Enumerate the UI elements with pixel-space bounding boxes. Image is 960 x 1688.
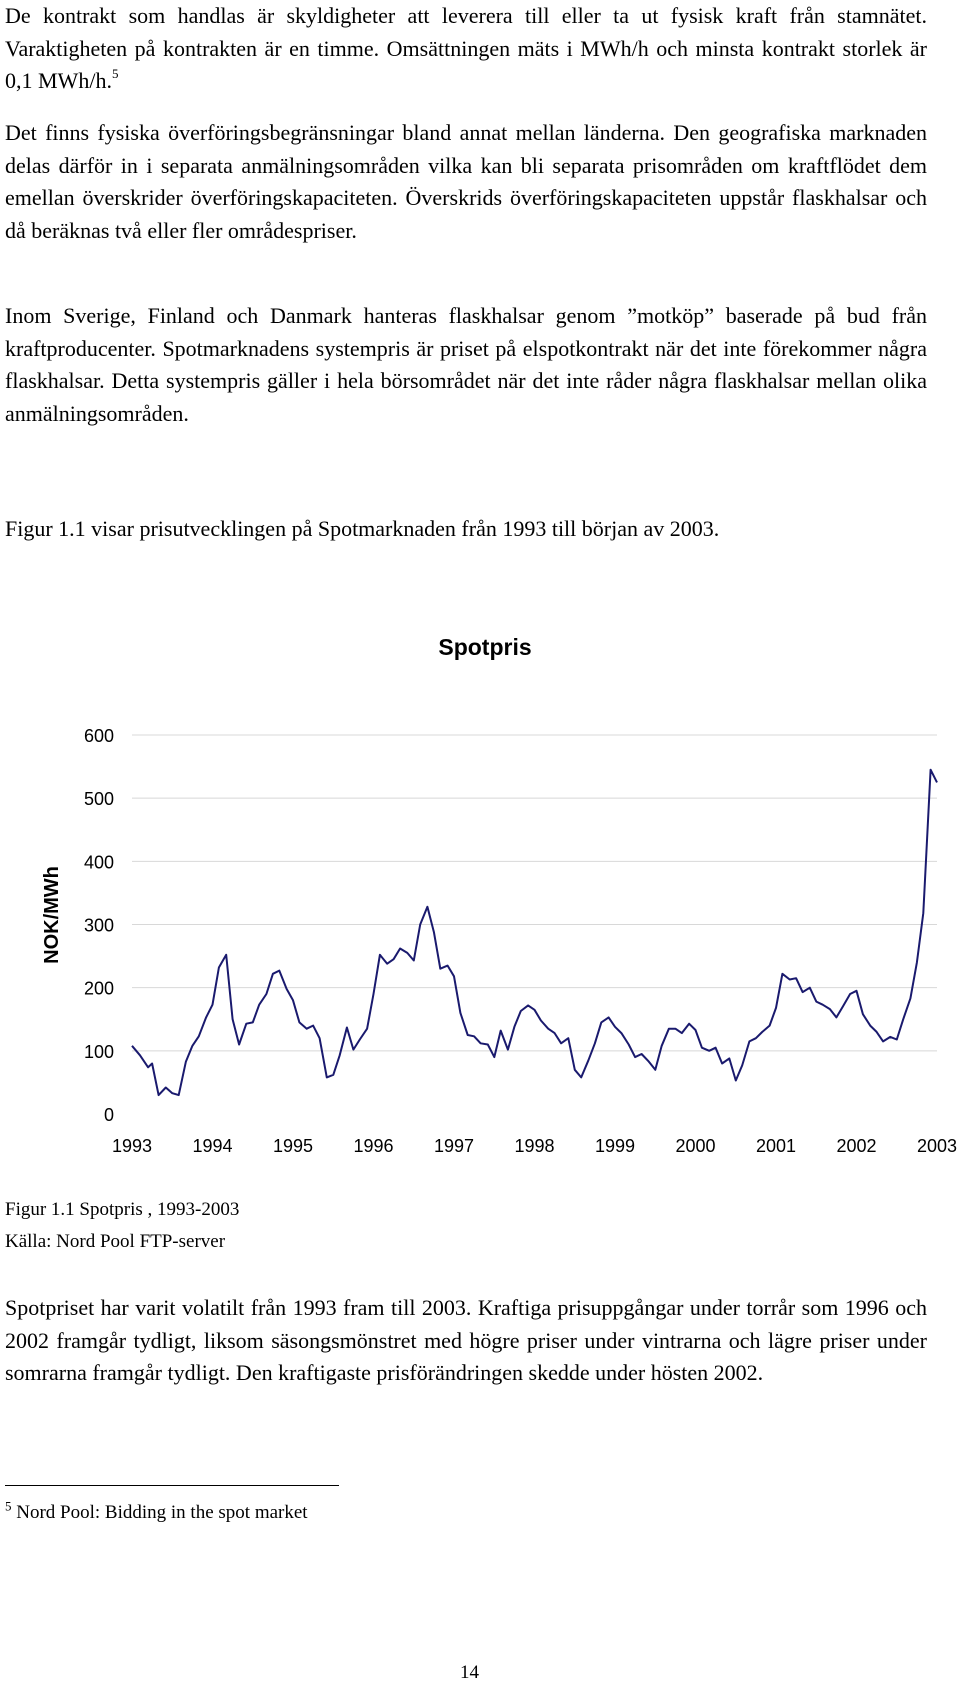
chart-y-tick-label: 0	[103, 1105, 114, 1125]
chart-gridlines	[132, 735, 937, 1051]
footnote-divider	[5, 1485, 339, 1486]
chart-x-tick-label: 1999	[594, 1136, 636, 1156]
chart-y-tick-labels	[84, 726, 114, 1125]
figure-source: Källa: Nord Pool FTP-server	[5, 1231, 226, 1252]
chart-x-tick-label: 2001	[755, 1136, 797, 1156]
figure-caption: Figur 1.1 Spotpris , 1993-2003	[5, 1199, 240, 1220]
footnote-mark: 5	[5, 1498, 12, 1514]
chart-y-tick-label: 100	[83, 1041, 114, 1062]
chart-y-tick-label: 500	[83, 789, 114, 810]
paragraph-text: De kontrakt som handlas är skyldigheter att leverera till eller ta ut fysisk kraft från stamnätet. Varaktigheten på kontrakten är en timme. Omsättningen mäts i MWh/h och minsta kontrakt storlek är 0,1 MWh/h.	[5, 3, 927, 93]
paragraph-volatility: Spotpriset har varit volatilt från 1993 fram till 2003. Kraftiga prisuppgångar under torrår som 1996 och 2002 framgår tydligt, liksom säsongsmönstret med högre priser under vintrarna och lägre priser under somrarna framgår tydligt. Den kraftigaste prisförändringen skedde under hösten 2002.	[5, 1295, 927, 1385]
chart-y-tick-label: 300	[83, 915, 114, 936]
paragraph-bottlenecks: Inom Sverige, Finland och Danmark hanteras flaskhalsar genom ”motköp” baserade på bud från kraftproducenter. Spotmarknadens systempris är priset på elspotkontrakt när det inte förekommer några flaskhalsar. Detta systempris gäller i hela börsområdet när det inte råder några flaskhalsar mellan olika anmälningsområden.	[5, 303, 927, 426]
footnote-reference: 5	[111, 65, 119, 81]
spotpris-chart	[5, 620, 958, 1156]
paragraph-contract-description	[5, 0, 927, 98]
chart-x-tick-label: 1993	[111, 1136, 153, 1156]
paragraph-transfer-limits: Det finns fysiska överföringsbegränsningar bland annat mellan länderna. Den geografiska marknaden delas därför in i separata anmälningsområden vilka kan bli separata prisområden om kraftflödet dem emellan överskrider överföringskapaciteten. Överskrids överföringskapaciteten uppstår flaskhalsar och då beräknas två eller fler områdespriser.	[5, 120, 927, 243]
chart-y-tick-label: 400	[83, 852, 114, 873]
chart-x-tick-label: 2000	[675, 1136, 716, 1156]
chart-x-tick-labels	[112, 1136, 957, 1156]
chart-x-tick-label: 1995	[272, 1136, 314, 1156]
footnote	[5, 1500, 308, 1526]
chart-x-tick-label: 1996	[353, 1136, 394, 1156]
chart-title: Spotpris	[438, 634, 532, 660]
chart-y-tick-label: 600	[83, 726, 114, 746]
chart-x-tick-label: 1998	[514, 1136, 555, 1156]
page-number: 14	[460, 1662, 479, 1683]
footnote-text: Nord Pool: Bidding in the spot market	[16, 1502, 308, 1523]
chart-series-line	[132, 770, 937, 1095]
chart-x-tick-label: 1997	[433, 1136, 475, 1156]
chart-series-spotpris	[132, 770, 937, 1095]
chart-x-tick-label: 2003	[916, 1136, 958, 1156]
paragraph-figure-intro: Figur 1.1 visar prisutvecklingen på Spotmarknaden från 1993 till början av 2003.	[5, 516, 720, 541]
chart-y-tick-label: 200	[83, 978, 114, 999]
chart-x-tick-label: 2002	[836, 1136, 877, 1156]
chart-x-tick-label: 1994	[192, 1136, 233, 1156]
chart-y-axis-label: NOK/MWh	[41, 866, 63, 964]
